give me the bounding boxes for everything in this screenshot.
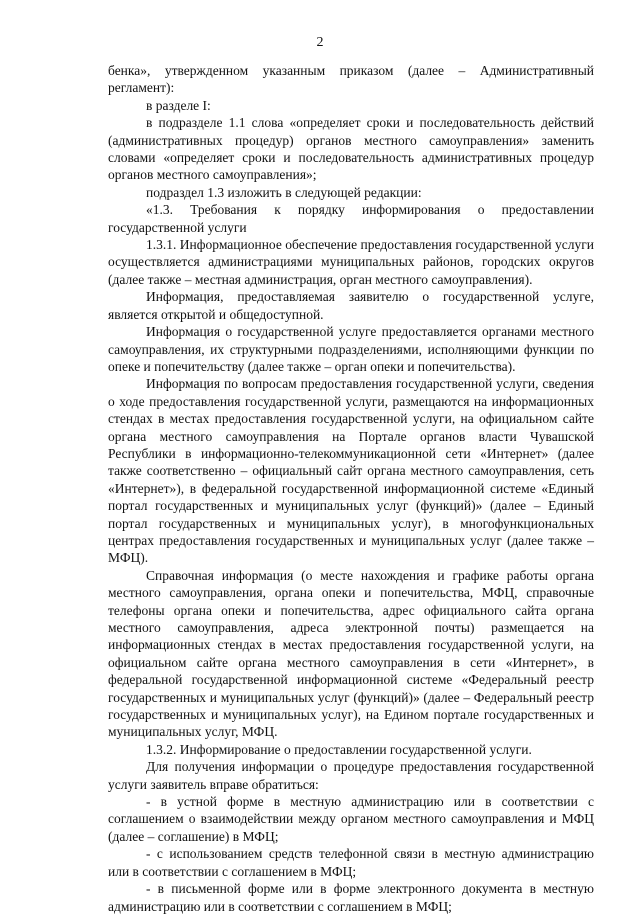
paragraph-continuation: бенка», утвержденном указанным приказом (далее – Административный регламент): <box>108 63 594 96</box>
paragraph: Для получения информации о процедуре предоставления государственной услуги заявитель вправе обратиться: <box>108 759 594 792</box>
subsection-heading: 1.3.2. Информирование о предоставлении государственной услуги. <box>146 741 532 757</box>
paragraph: 1.3.1. Информационное обеспечение предоставления государственной услуги осуществляется администрациями муниципальных районов, городских округов (далее также – местная администрация, орган местного самоуправления). <box>108 237 594 287</box>
section-heading: «1.3. Требования к порядку информирования о предоставлении государственной услуги <box>108 202 594 235</box>
page-number: 2 <box>316 35 324 50</box>
paragraph: в разделе I: <box>146 97 211 113</box>
paragraph: в подразделе 1.1 слова «определяет сроки и последовательность действий (административных процедур) органов местного самоуправления» заменить словами «определяет сроки и последовательность административных процедур органов местного самоуправления»; <box>108 115 594 183</box>
paragraph: Информация, предоставляемая заявителю о государственной услуге, является открытой и общедоступной. <box>108 289 594 322</box>
paragraph: Информация о государственной услуге предоставляется органами местного самоуправления, их структурными подразделениями, исполняющими функции по опеке и попечительству (далее также – орган опеки и попечительства). <box>108 324 594 374</box>
paragraph: подраздел 1.3 изложить в следующей редакции: <box>146 184 422 200</box>
list-item: - с использованием средств телефонной связи в местную администрацию или в соответствии с соглашением в МФЦ; <box>108 846 594 879</box>
list-item: - в письменной форме или в форме электронного документа в местную администрацию или в соответствии с соглашением в МФЦ; <box>108 881 594 914</box>
paragraph: Справочная информация (о месте нахождения и графике работы органа местного самоуправления, органа опеки и попечительства, МФЦ, справочные телефоны органа опеки и попечительства, адрес официального сайта органа местного самоуправления, адреса электронной почты) размещается на информационных стендах в местах предоставления государственной услуги, на официальном сайте органа местного самоуправления в сети «Интернет», в федеральной государственной информационной системе «Федеральный реестр государственных и муниципальных услуг (функций)» (далее – Федеральный реестр государственных и муниципальных услуг), на Едином портале государственных и муниципальных услуг, МФЦ. <box>108 567 594 740</box>
paragraph: Информация по вопросам предоставления государственной услуги, сведения о ходе предоставления государственной услуги, размещаются на информационных стендах в местах предоставления государственной услуги, на официальном сайте органа местного самоуправления на Портале органов власти Чувашской Республики в информационно-телекоммуникационной сети «Интернет» (далее также соответственно – официальный сайт органа местного самоуправления, сеть «Интернет»), в федеральной государственной информационной системе «Единый портал государственных и муниципальных услуг (функций)» (далее – Единый портал государственных и муниципальных услуг), в многофункциональных центрах предоставления государственных и муниципальных услуг (далее также – МФЦ). <box>108 376 594 566</box>
list-item: - в устной форме в местную администрацию или в соответствии с соглашением о взаимодействии между органом местного самоуправления и МФЦ (далее – соглашение) в МФЦ; <box>108 794 594 844</box>
document-body <box>108 62 594 915</box>
